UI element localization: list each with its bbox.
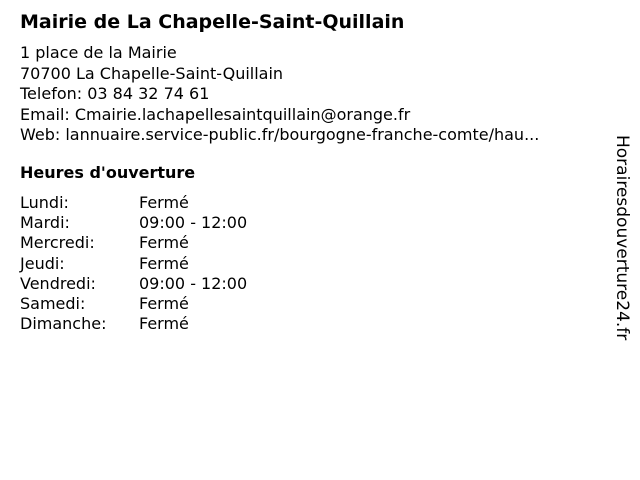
day-hours: 09:00 - 12:00 [139,213,248,233]
day-hours: Fermé [139,233,189,253]
day-label: Jeudi: [20,253,65,273]
day-label: Lundi: [20,193,69,212]
email-address: Email: Cmairie.lachapellesaintquillain@orange.fr [20,104,411,124]
page-title: Mairie de La Chapelle-Saint-Quillain [20,11,405,33]
day-hours: Fermé [139,193,189,212]
day-label: Dimanche: [20,314,107,334]
opening-hours-table [20,193,247,334]
opening-hours-heading: Heures d'ouverture [20,163,196,182]
website-link[interactable]: Web: lannuaire.service-public.fr/bourgogne-franche-comte/hau... [20,125,540,144]
postal-city: 70700 La Chapelle-Saint-Quillain [20,63,284,83]
day-label: Mardi: [20,213,70,233]
day-hours: Fermé [139,314,189,334]
day-label: Samedi: [20,293,86,313]
hours-row-sunday [20,314,247,334]
day-label: Vendredi: [20,273,96,293]
hours-row-monday [20,193,247,213]
street-address: 1 place de la Mairie [20,43,177,62]
phone-number: Telefon: 03 84 32 74 61 [20,84,210,103]
hours-row-saturday [20,294,247,314]
hours-row-wednesday [20,233,247,253]
site-watermark: Horairesdouverture24.fr [612,135,632,341]
day-hours: 09:00 - 12:00 [139,273,248,293]
hours-row-thursday [20,254,247,274]
day-hours: Fermé [139,293,189,313]
day-label: Mercredi: [20,233,95,253]
hours-row-friday [20,274,247,294]
day-hours: Fermé [139,253,189,273]
hours-row-tuesday [20,213,247,233]
address-block [20,43,539,146]
